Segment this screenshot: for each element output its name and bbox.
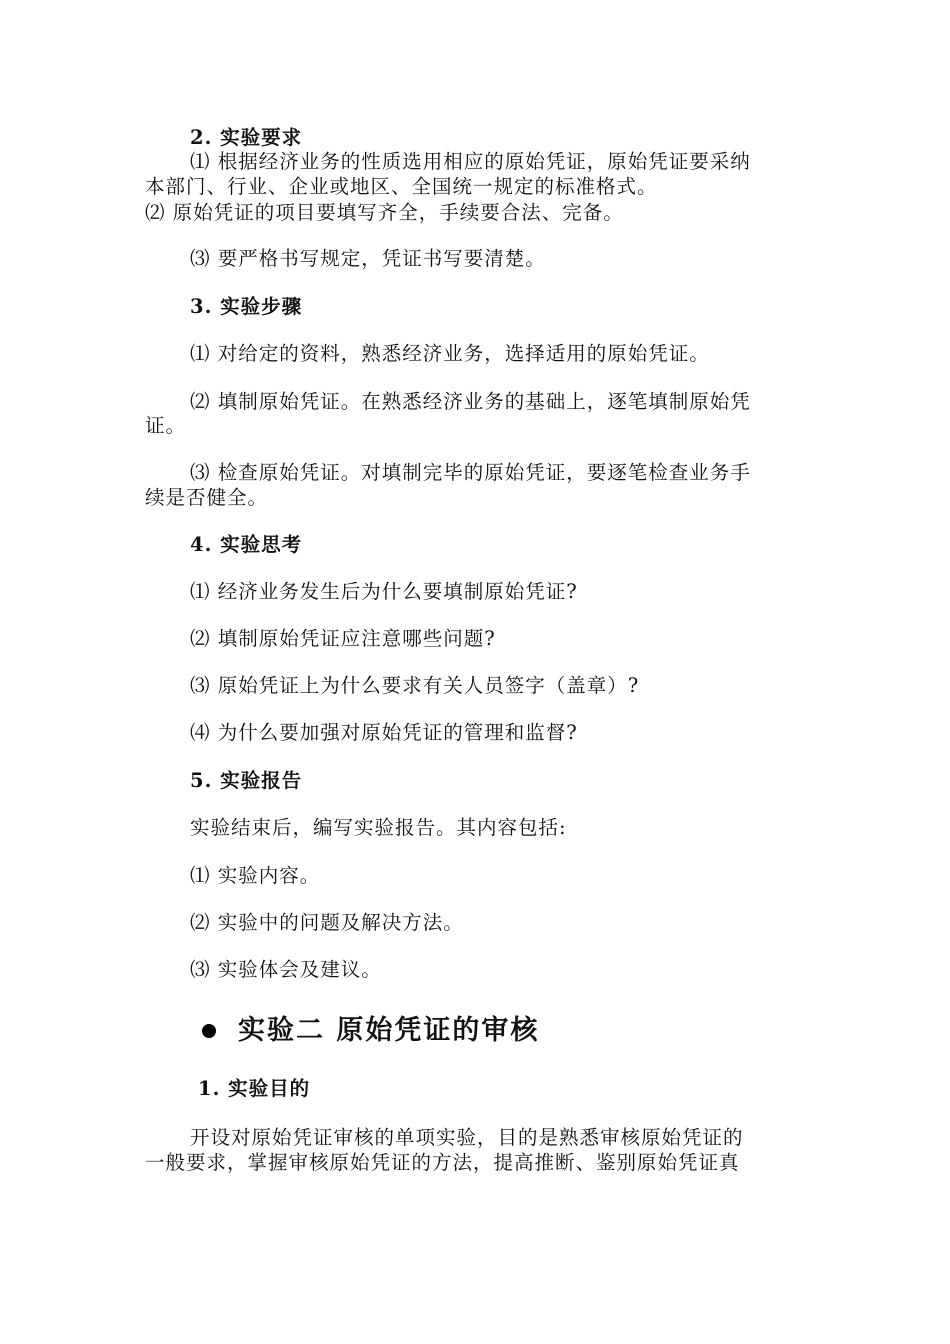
section-heading-report: 5. 实验报告 bbox=[190, 769, 303, 792]
report-intro: 实验结束后，编写实验报告。其内容包括: bbox=[190, 816, 567, 839]
step-item-2-line-1: ⑵ 填制原始凭证。在熟悉经济业务的基础上，逐笔填制原始凭 bbox=[190, 390, 751, 413]
requirement-item-1-line-1: ⑴ 根据经济业务的性质选用相应的原始凭证，原始凭证要采纳 bbox=[190, 150, 751, 173]
section-heading-purpose: 1. 实验目的 bbox=[198, 1077, 311, 1100]
step-item-1: ⑴ 对给定的资料，熟悉经济业务，选择适用的原始凭证。 bbox=[190, 342, 710, 365]
step-item-2-line-2: 证。 bbox=[145, 414, 187, 437]
thinking-item-2: ⑵ 填制原始凭证应注意哪些问题? bbox=[190, 627, 496, 650]
section-heading-thinking: 4. 实验思考 bbox=[190, 533, 303, 556]
step-item-3-line-2: 续是否健全。 bbox=[145, 486, 269, 509]
report-item-3: ⑶ 实验体会及建议。 bbox=[190, 958, 382, 981]
thinking-item-3: ⑶ 原始凭证上为什么要求有关人员签字（盖章）? bbox=[190, 674, 640, 697]
section-heading-requirements: 2. 实验要求 bbox=[190, 126, 303, 149]
experiment-2-title: 实验二 原始凭证的审核 bbox=[238, 1015, 540, 1046]
thinking-item-4: ⑷ 为什么要加强对原始凭证的管理和监督? bbox=[190, 721, 578, 744]
report-item-1: ⑴ 实验内容。 bbox=[190, 864, 321, 887]
requirement-item-2: ⑵ 原始凭证的项目要填写齐全，手续要合法、完备。 bbox=[145, 201, 624, 224]
thinking-item-1: ⑴ 经济业务发生后为什么要填制原始凭证? bbox=[190, 580, 578, 603]
bullet-icon bbox=[202, 1024, 216, 1038]
purpose-line-2: 一般要求，掌握审核原始凭证的方法，提高推断、鉴别原始凭证真 bbox=[145, 1151, 740, 1174]
report-item-2: ⑵ 实验中的问题及解决方法。 bbox=[190, 911, 464, 934]
requirement-item-1-line-2: 本部门、行业、企业或地区、全国统一规定的标准格式。 bbox=[145, 175, 658, 198]
purpose-line-1: 开设对原始凭证审核的单项实验，目的是熟悉审核原始凭证的 bbox=[190, 1126, 744, 1149]
section-heading-steps: 3. 实验步骤 bbox=[190, 295, 303, 318]
step-item-3-line-1: ⑶ 检查原始凭证。对填制完毕的原始凭证，要逐笔检查业务手 bbox=[190, 461, 751, 484]
requirement-item-3: ⑶ 要严格书写规定，凭证书写要清楚。 bbox=[190, 247, 546, 270]
